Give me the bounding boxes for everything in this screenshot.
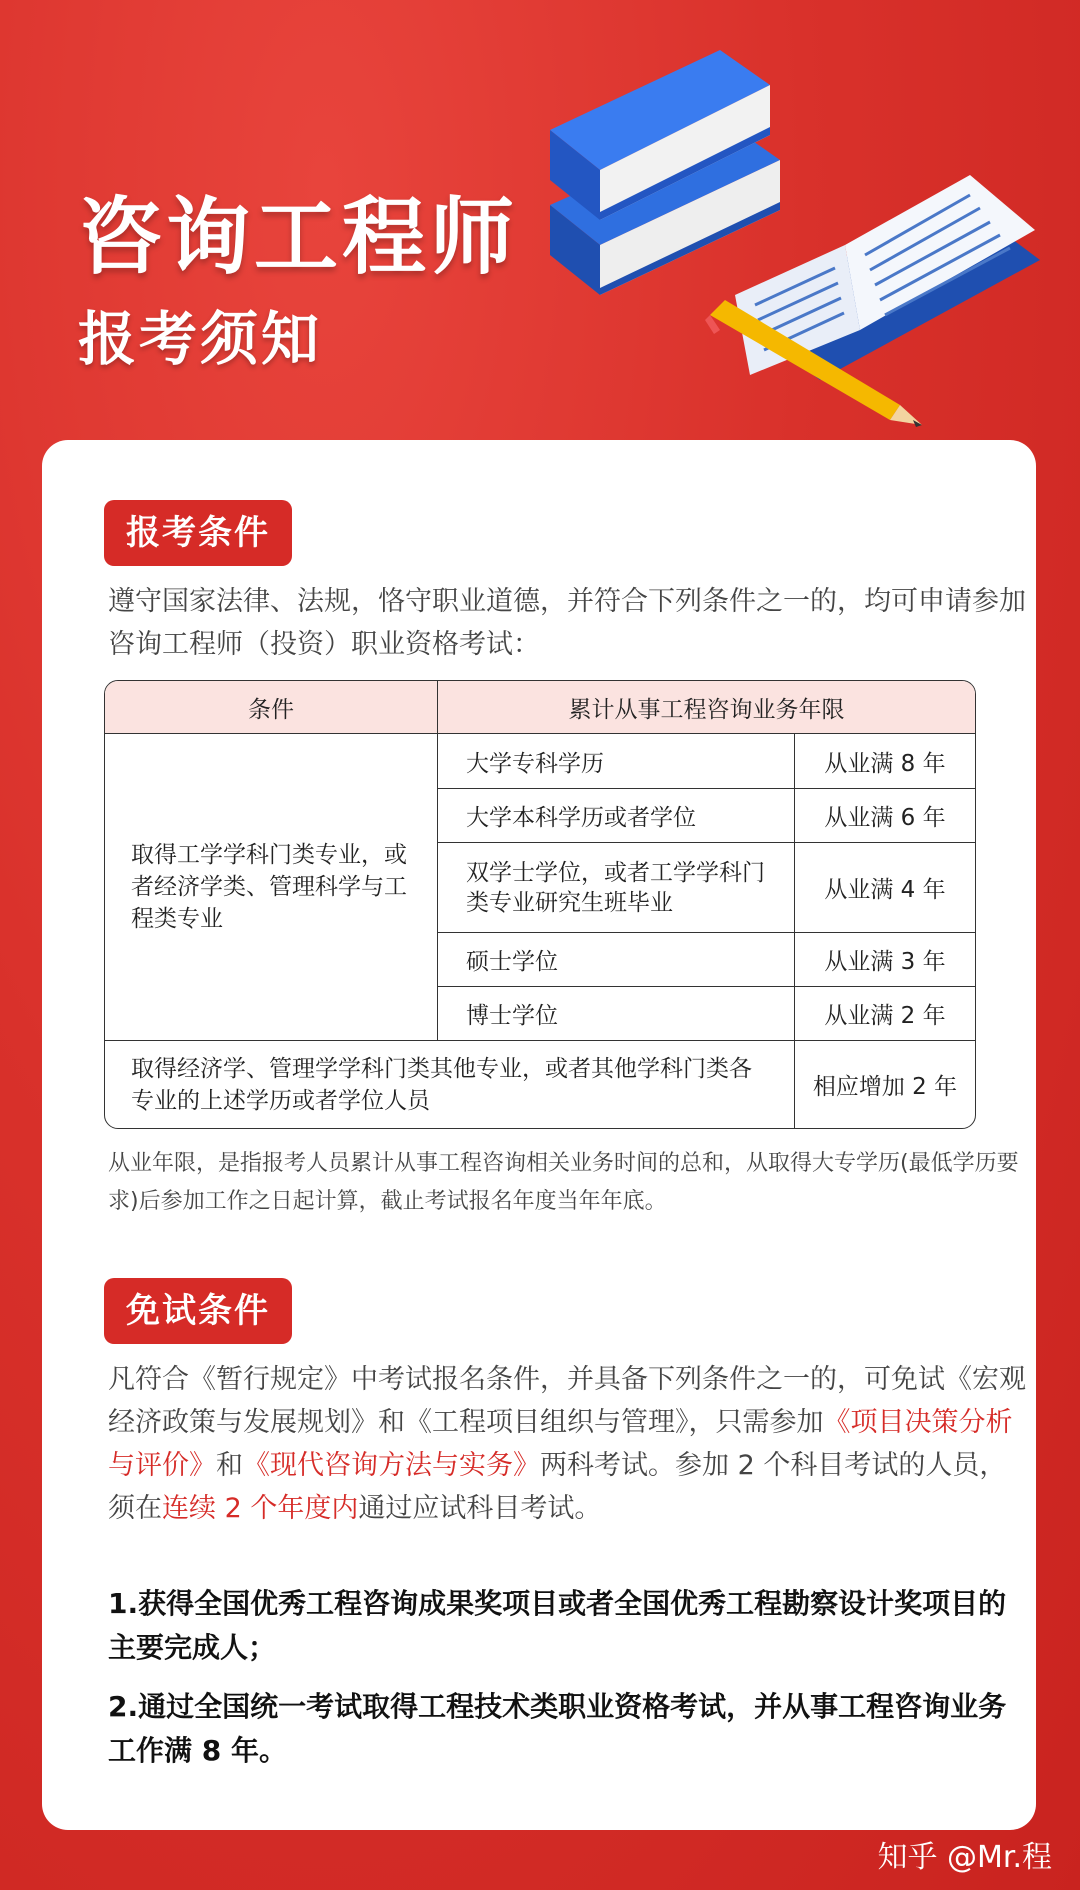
exemption-paragraph	[108, 1358, 1028, 1530]
table-cell-years: 从业满 4 年	[795, 842, 975, 932]
table-cell-group2-condition: 取得经济学、管理学学科门类其他专业，或者其他学科门类各专业的上述学历或者学位人员	[105, 1040, 795, 1128]
exemption-text-1: 凡符合《暂行规定》中考试报名条件，并具备下列条件之一的，可免试《宏观经济政策与发展规划》和《工程项目组织与管理》，只需参加	[108, 1364, 1026, 1438]
years-note: 从业年限，是指报考人员累计从事工程咨询相关业务时间的总和，从取得大专学历(最低学历要求)后参加工作之日起计算，截止考试报名年度当年年底。	[108, 1151, 1019, 1214]
table-cell-education: 博士学位	[438, 986, 795, 1040]
exemption-item-2: 2.通过全国统一考试取得工程技术类职业资格考试，并从事工程咨询业务工作满 8 年。	[108, 1690, 1007, 1767]
exemption-highlight-3: 连续 2 个年度内	[162, 1493, 359, 1524]
table-cell-education: 硕士学位	[438, 932, 795, 986]
content-card	[42, 440, 1036, 1830]
books-illustration	[530, 30, 1050, 430]
requirements-table	[104, 680, 976, 1129]
table-cell-years: 从业满 8 年	[824, 750, 946, 777]
table-header-years: 累计从事工程咨询业务年限	[438, 681, 975, 734]
table-header-condition: 条件	[105, 681, 438, 734]
section-badge-exemption: 免试条件	[104, 1278, 292, 1344]
table-cell-years: 从业满 6 年	[795, 788, 975, 842]
table-row	[105, 1040, 975, 1128]
watermark: 知乎 @Mr.程	[877, 1840, 1052, 1875]
table-cell-education: 大学本科学历或者学位	[438, 788, 795, 842]
exemption-text-2: 两科考试。参加 2 个科目考试的人员，须在	[108, 1450, 1007, 1524]
page-subtitle: 报考须知	[78, 305, 323, 373]
section-badge-requirements: 报考条件	[104, 500, 292, 566]
exemption-text-and: 和	[216, 1450, 243, 1481]
exemption-text-3: 通过应试科目考试。	[358, 1493, 602, 1524]
table-cell-group1-condition: 取得工学学科门类专业，或者经济学类、管理科学与工程类专业	[105, 734, 438, 1040]
table-cell-education: 双学士学位，或者工学学科门类专业研究生班毕业	[438, 842, 795, 932]
exemption-item-1: 1.获得全国优秀工程咨询成果奖项目或者全国优秀工程勘察设计奖项目的主要完成人；	[108, 1587, 1007, 1664]
exemption-highlight-1: 《项目决策分析与评价》	[108, 1407, 1013, 1481]
table-cell-education: 大学专科学历	[438, 734, 795, 788]
table-header-row	[105, 681, 975, 734]
table-cell-years: 从业满 2 年	[795, 986, 975, 1040]
table-row	[105, 734, 975, 788]
page-title: 咨询工程师	[78, 188, 519, 286]
table-cell-group2-years: 相应增加 2 年	[795, 1040, 975, 1128]
table-cell-years: 从业满 3 年	[795, 932, 975, 986]
requirements-intro: 遵守国家法律、法规，恪守职业道德，并符合下列条件之一的，均可申请参加咨询工程师（投资）职业资格考试：	[108, 586, 1026, 660]
exemption-highlight-2: 《现代咨询方法与实务》	[243, 1450, 540, 1481]
